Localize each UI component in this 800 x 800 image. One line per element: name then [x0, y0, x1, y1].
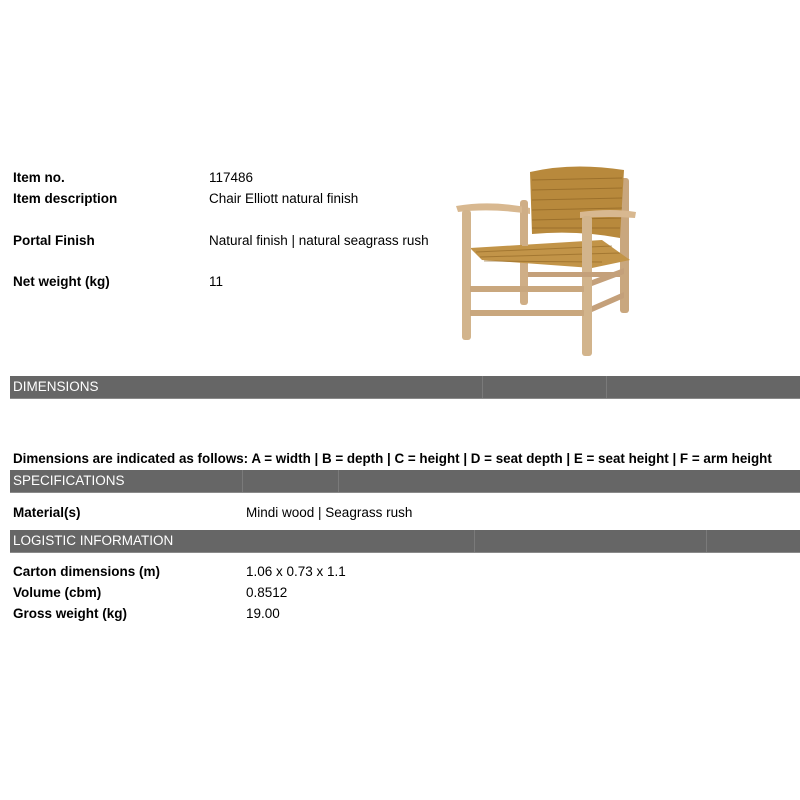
item-no-label: Item no. [13, 170, 65, 185]
chair-product-image [452, 160, 642, 360]
portal-finish-label: Portal Finish [13, 233, 95, 248]
material-label: Material(s) [13, 505, 81, 520]
item-description-value: Chair Elliott natural finish [209, 191, 359, 206]
dimensions-header-band [10, 376, 800, 398]
carton-dimensions-value: 1.06 x 0.73 x 1.1 [246, 564, 346, 579]
net-weight-label: Net weight (kg) [13, 274, 110, 289]
gross-weight-label: Gross weight (kg) [13, 606, 128, 621]
material-value: Mindi wood | Seagrass rush [246, 505, 413, 520]
net-weight-value: 11 [209, 274, 224, 289]
chair-front-leg-left [462, 210, 471, 340]
gross-weight-value: 19.00 [246, 606, 280, 621]
logistics-header-band [10, 530, 800, 552]
chair-stretcher-front-upper [470, 286, 584, 292]
carton-dimensions-label: Carton dimensions (m) [13, 564, 161, 579]
specifications-header: SPECIFICATIONS [13, 473, 125, 488]
portal-finish-value: Natural finish | natural seagrass rush [209, 233, 429, 248]
dimensions-header: DIMENSIONS [13, 379, 99, 394]
volume-label: Volume (cbm) [13, 585, 102, 600]
chair-seat [470, 240, 630, 268]
item-no-value: 117486 [209, 170, 254, 185]
dimensions-note: Dimensions are indicated as follows: A = width | B = depth | C = height | D = seat depth | E = seat height | F = arm height [13, 451, 772, 466]
item-description-label: Item description [13, 191, 118, 206]
volume-value: 0.8512 [246, 585, 288, 600]
chair-stretcher-front-lower [470, 310, 584, 316]
chair-backrest [530, 166, 624, 238]
specifications-header-band [10, 470, 800, 492]
logistics-header: LOGISTIC INFORMATION [13, 533, 174, 548]
